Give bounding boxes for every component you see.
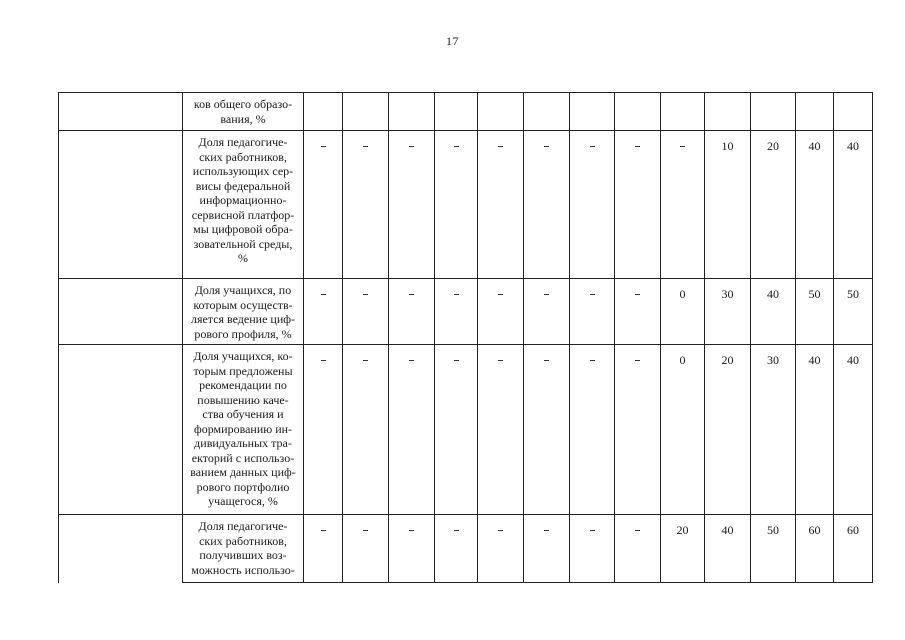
value-cell: 20 <box>751 131 796 279</box>
value-cell: 60 <box>796 515 834 583</box>
value-cell: 60 <box>834 515 873 583</box>
dash-mark <box>454 530 459 531</box>
value-cell <box>570 93 615 131</box>
dash-mark <box>498 530 503 531</box>
value-cell <box>570 515 615 583</box>
dash-mark <box>544 530 549 531</box>
dash-mark <box>590 294 595 295</box>
value-cell <box>389 93 435 131</box>
value-cell: 0 <box>661 345 705 515</box>
value-cell <box>435 515 478 583</box>
indicator-cell: ков общего образо- вания, % <box>183 93 304 131</box>
value-cell: 0 <box>661 279 705 345</box>
value-cell <box>524 93 570 131</box>
value-cell <box>435 345 478 515</box>
value-cell: 40 <box>834 345 873 515</box>
value-cell <box>661 131 705 279</box>
indicator-cell: Доля учащихся, ко- торым предложены рекомендации по повышению каче- ства обучения и формированию ин- дивидуальных тра- екторий с использо- ванием данных циф- рового портфолио учащегося, % <box>183 345 304 515</box>
value-cell <box>661 93 705 131</box>
blank-section-cell <box>59 345 183 515</box>
value-cell <box>615 131 661 279</box>
value-cell <box>524 279 570 345</box>
table-row <box>59 345 873 515</box>
table-row <box>59 515 873 583</box>
value-cell <box>524 345 570 515</box>
value-cell <box>478 93 524 131</box>
value-cell <box>834 93 873 131</box>
value-cell: 30 <box>751 345 796 515</box>
dash-mark <box>409 530 414 531</box>
value-cell <box>796 93 834 131</box>
value-cell <box>435 93 478 131</box>
dash-mark <box>409 360 414 361</box>
value-cell: 20 <box>705 345 751 515</box>
dash-mark <box>498 146 503 147</box>
value-cell <box>705 93 751 131</box>
value-cell: 40 <box>796 131 834 279</box>
value-cell: 50 <box>796 279 834 345</box>
dash-mark <box>363 530 368 531</box>
dash-mark <box>590 146 595 147</box>
value-cell <box>343 279 389 345</box>
dash-mark <box>635 360 640 361</box>
value-cell <box>570 279 615 345</box>
dash-mark <box>635 530 640 531</box>
dash-mark <box>363 146 368 147</box>
indicator-cell: Доля педагогиче- ских работников, получивших воз- можность использо- <box>183 515 304 583</box>
blank-section-cell <box>59 515 183 583</box>
value-cell <box>751 93 796 131</box>
dash-mark <box>544 294 549 295</box>
value-cell <box>304 515 343 583</box>
value-cell: 20 <box>661 515 705 583</box>
value-cell <box>478 279 524 345</box>
value-cell <box>389 345 435 515</box>
dash-mark <box>454 146 459 147</box>
dash-mark <box>321 146 326 147</box>
dash-mark <box>498 294 503 295</box>
value-cell <box>389 279 435 345</box>
dash-mark <box>635 146 640 147</box>
value-cell <box>615 515 661 583</box>
value-cell <box>478 345 524 515</box>
value-cell <box>304 279 343 345</box>
dash-mark <box>321 530 326 531</box>
indicator-cell: Доля учащихся, по которым осуществ- ляется ведение циф- рового профиля, % <box>183 279 304 345</box>
value-cell: 40 <box>751 279 796 345</box>
dash-mark <box>363 360 368 361</box>
value-cell <box>524 515 570 583</box>
blank-section-cell <box>59 279 183 345</box>
dash-mark <box>409 294 414 295</box>
value-cell: 50 <box>751 515 796 583</box>
indicator-cell: Доля педагогиче- ских работников, использующих сер- висы федеральной информационно- сервисной платфор- мы цифровой обра- зовательной среды, % <box>183 131 304 279</box>
dash-mark <box>321 360 326 361</box>
table-row <box>59 279 873 345</box>
dash-mark <box>544 360 549 361</box>
dash-mark <box>635 294 640 295</box>
dash-mark <box>544 146 549 147</box>
dash-mark <box>363 294 368 295</box>
value-cell <box>435 131 478 279</box>
dash-mark <box>409 146 414 147</box>
table-row <box>59 93 873 131</box>
table-row <box>59 131 873 279</box>
value-cell: 40 <box>705 515 751 583</box>
value-cell <box>343 515 389 583</box>
dash-mark <box>590 530 595 531</box>
value-cell <box>304 93 343 131</box>
value-cell <box>343 93 389 131</box>
value-cell: 40 <box>834 131 873 279</box>
value-cell <box>615 93 661 131</box>
value-cell: 40 <box>796 345 834 515</box>
value-cell <box>524 131 570 279</box>
blank-section-cell <box>59 93 183 131</box>
value-cell <box>389 515 435 583</box>
value-cell <box>478 515 524 583</box>
dash-mark <box>590 360 595 361</box>
value-cell: 10 <box>705 131 751 279</box>
value-cell <box>343 345 389 515</box>
value-cell <box>304 131 343 279</box>
value-cell <box>570 131 615 279</box>
value-cell <box>304 345 343 515</box>
value-cell <box>435 279 478 345</box>
value-cell <box>570 345 615 515</box>
dash-mark <box>680 146 685 147</box>
value-cell <box>615 279 661 345</box>
dash-mark <box>454 360 459 361</box>
page-number: 17 <box>446 34 459 48</box>
table-body <box>59 93 873 583</box>
value-cell: 50 <box>834 279 873 345</box>
value-cell <box>389 131 435 279</box>
dash-mark <box>321 294 326 295</box>
dash-mark <box>454 294 459 295</box>
value-cell <box>615 345 661 515</box>
dash-mark <box>498 360 503 361</box>
value-cell: 30 <box>705 279 751 345</box>
indicator-table <box>58 92 873 583</box>
value-cell <box>343 131 389 279</box>
blank-section-cell <box>59 131 183 279</box>
value-cell <box>478 131 524 279</box>
